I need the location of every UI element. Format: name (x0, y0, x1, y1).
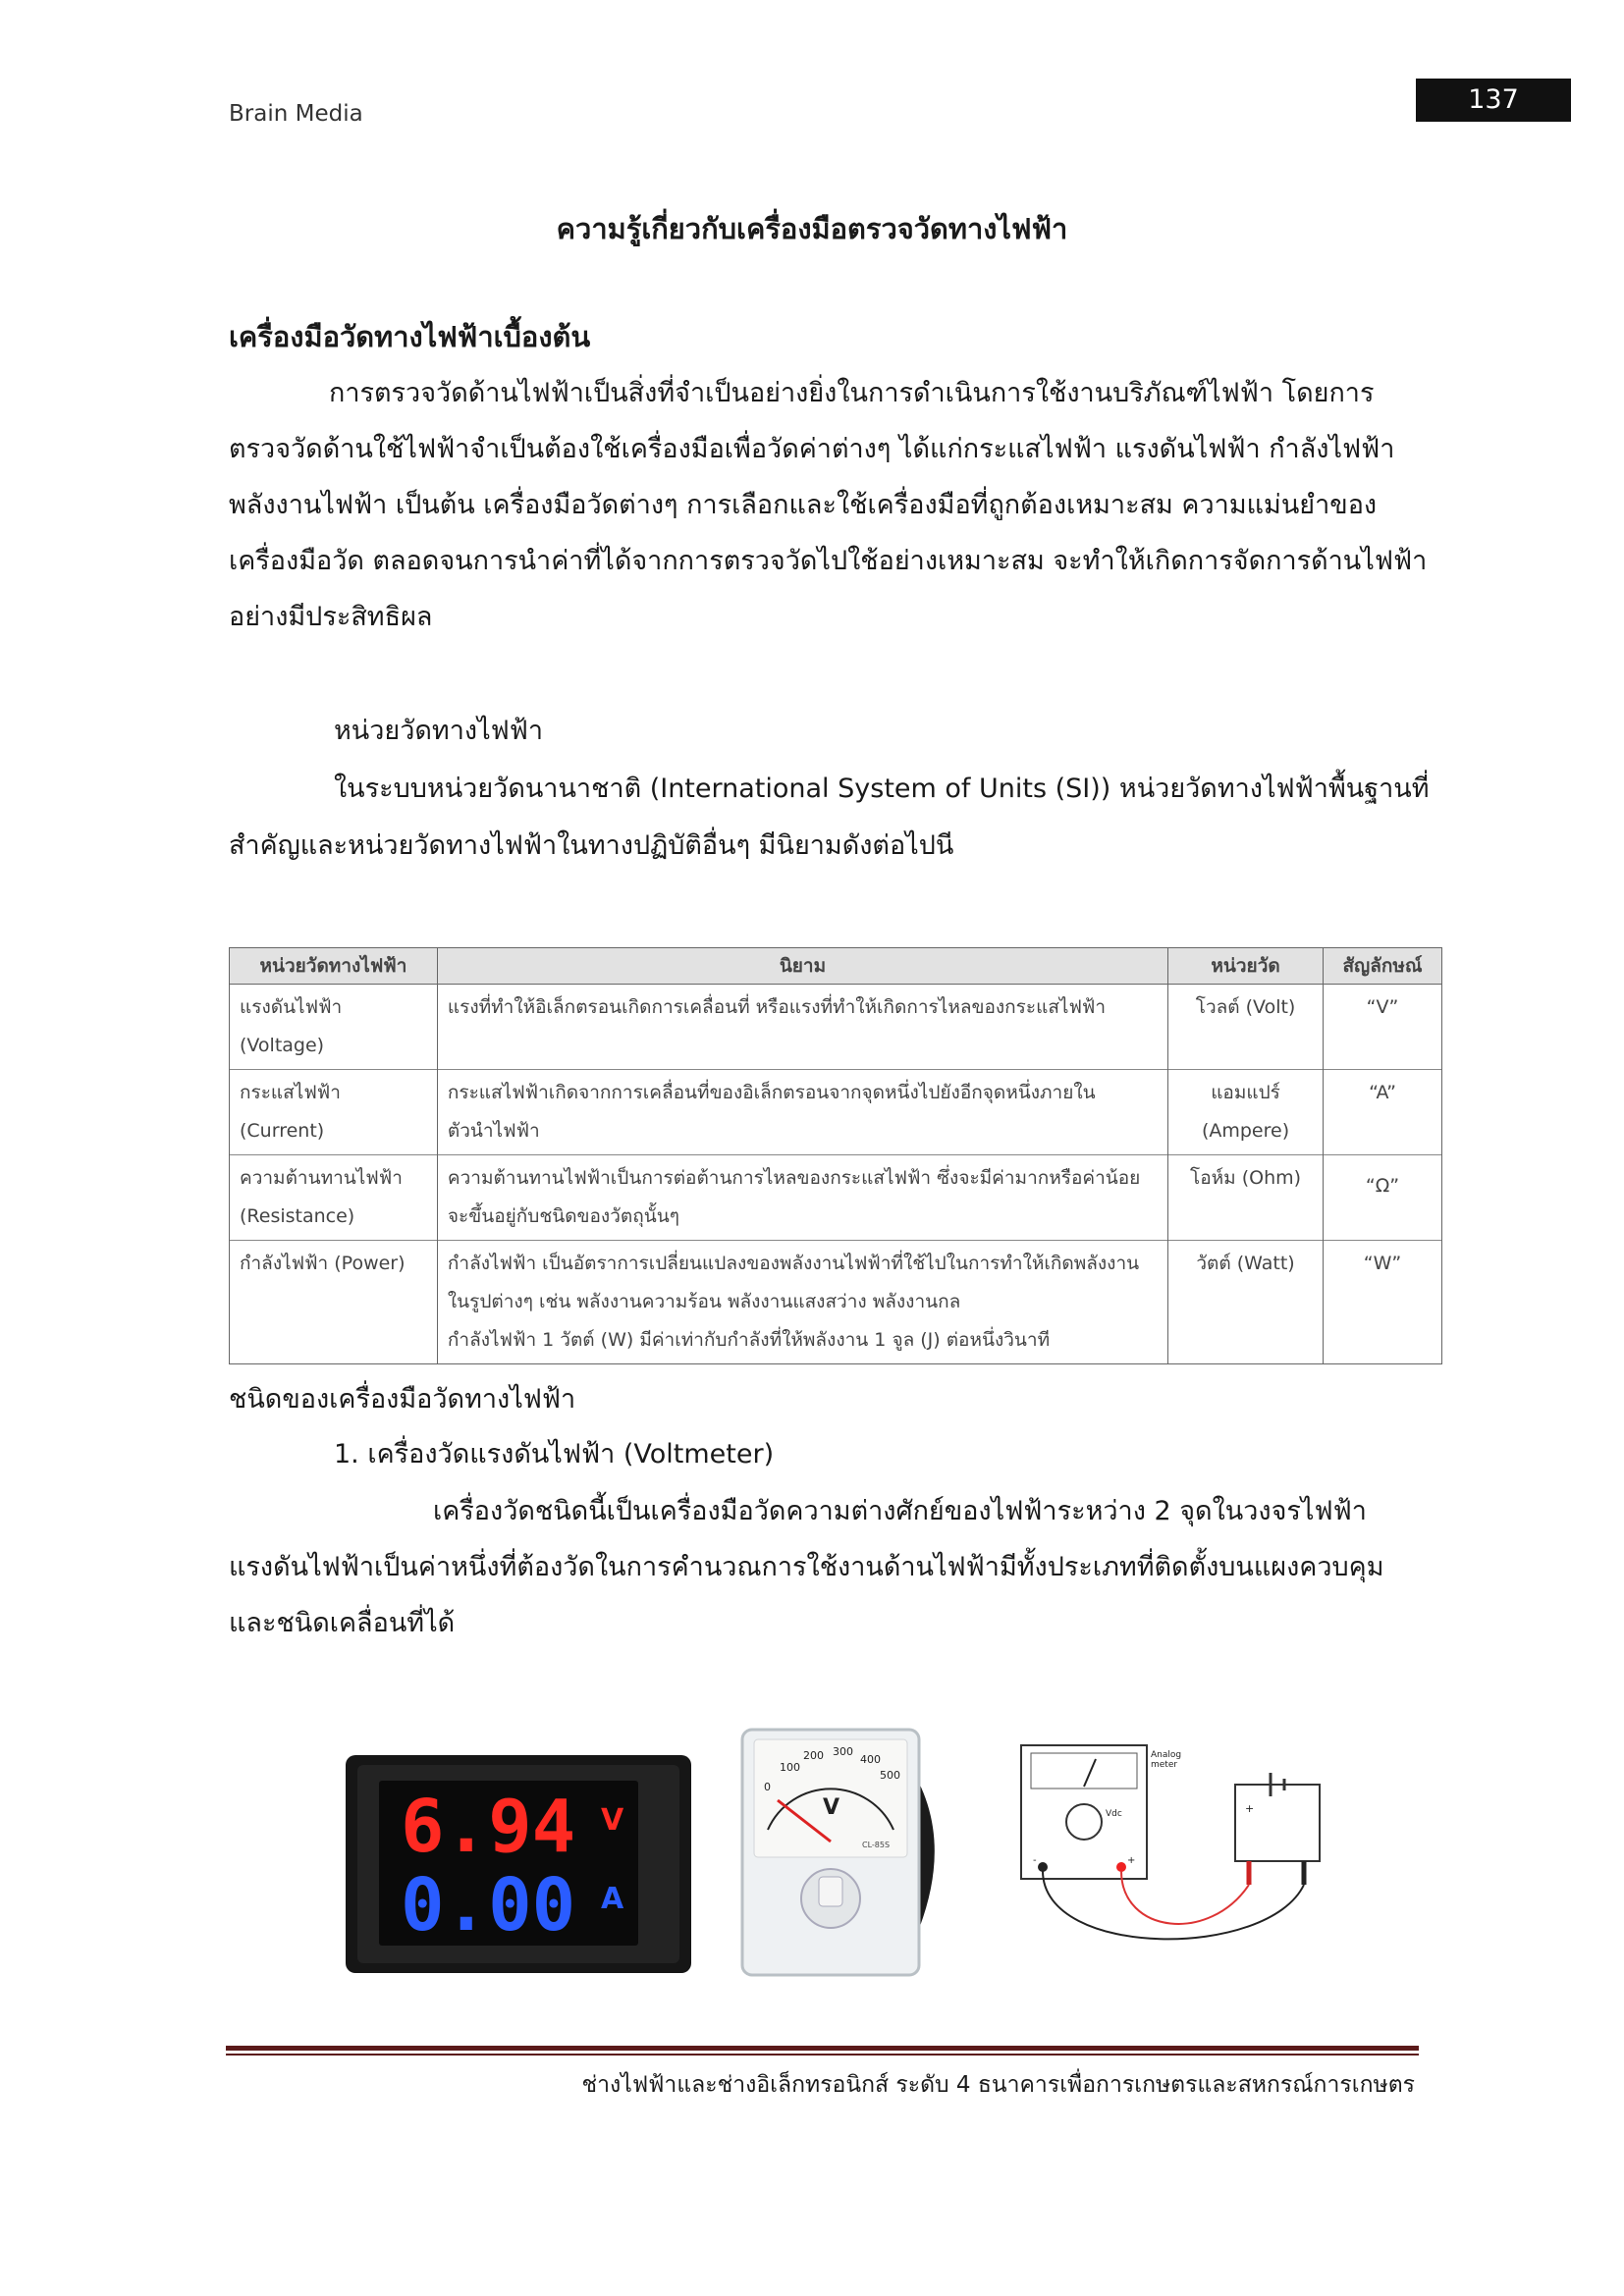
plus-label: + (1127, 1855, 1136, 1866)
paragraph-line: อย่างมีประสิทธิผล (229, 602, 433, 632)
amp-unit-label: A (601, 1882, 624, 1916)
paragraph-line: สำคัญและหน่วยวัดทางไฟฟ้าในทางปฏิบัติอื่นๆ มีนิยามดังต่อไปนี (229, 830, 954, 861)
scale-label: 500 (880, 1769, 900, 1782)
brand-name: Brain Media (229, 101, 363, 127)
definition-cell: แรงที่ทำให้อิเล็กตรอนเกิดการเคลื่อนที่ หรือแรงที่ทำให้เกิดการไหลของกระแสไฟฟ้า (437, 985, 1167, 1070)
table-row (230, 1155, 1442, 1241)
footer-divider (226, 2046, 1419, 2051)
range-label: Vdc (1106, 1809, 1122, 1819)
list-item-voltmeter: 1. เครื่องวัดแรงดันไฟฟ้า (Voltmeter) (334, 1439, 775, 1469)
quantity-cell: กำลังไฟฟ้า (Power) (230, 1241, 438, 1364)
section-heading-units: หน่วยวัดทางไฟฟ้า (334, 716, 544, 746)
quantity-cell: กระแสไฟฟ้า (Current) (230, 1070, 438, 1155)
unit-cell: โอห์ม (Ohm) (1168, 1155, 1324, 1241)
page-number: 137 (1416, 79, 1571, 122)
paragraph-line: แรงดันไฟฟ้าเป็นค่าหนึ่งที่ต้องวัดในการคำนวณการใช้งานด้านไฟฟ้ามีทั้งประเภทที่ติดตั้งบนแผงควบคุม (229, 1552, 1384, 1582)
volt-unit-label: V (601, 1803, 624, 1838)
column-header: สัญลักษณ์ (1324, 948, 1442, 985)
scale-label: 0 (764, 1781, 771, 1793)
paragraph-line: และชนิดเคลื่อนที่ได้ (229, 1608, 456, 1638)
page-footer: ช่างไฟฟ้าและช่างอิเล็กทรอนิกส์ ระดับ 4 ธนาคารเพื่อการเกษตรและสหกรณ์การเกษตร (581, 2072, 1415, 2098)
analog-panel-meter-image (734, 1722, 960, 1983)
section-heading-instrument-types: ชนิดของเครื่องมือวัดทางไฟฟ้า (229, 1384, 576, 1415)
paragraph-line: ตรวจวัดด้านใช้ไฟฟ้าจำเป็นต้องใช้เครื่องมือเพื่อวัดค่าต่างๆ ได้แก่กระแสไฟฟ้า แรงดันไฟฟ้า กำลังไฟฟ้า (229, 434, 1395, 464)
paragraph-line: เครื่องมือวัด ตลอดจนการนำค่าที่ได้จากการตรวจวัดไปใช้อย่างเหมาะสม จะทำให้เกิดการจัดการด้านไฟฟ้า (229, 546, 1428, 576)
current-reading: 0.00 (401, 1863, 576, 1948)
voltage-reading: 6.94 (401, 1785, 576, 1869)
column-header: หน่วยวัด (1168, 948, 1324, 985)
footer-divider-thin (226, 2054, 1419, 2056)
unit-cell: แอมแปร์ (Ampere) (1168, 1070, 1324, 1155)
paragraph-line: พลังงานไฟฟ้า เป็นต้น เครื่องมือวัดต่างๆ การเลือกและใช้เครื่องมือที่ถูกต้องเหมาะสม ความแม่นยำของ (229, 490, 1378, 520)
symbol-cell: “W” (1324, 1241, 1442, 1364)
paragraph-line: เครื่องวัดชนิดนี้เป็นเครื่องมือวัดความต่างศักย์ของไฟฟ้าระหว่าง 2 จุดในวงจรไฟฟ้า (433, 1496, 1367, 1526)
column-header: นิยาม (437, 948, 1167, 985)
table-row (230, 985, 1442, 1070)
section-heading-basic-instruments: เครื่องมือวัดทางไฟฟ้าเบื้องต้น (229, 320, 591, 353)
unit-cell: วัตต์ (Watt) (1168, 1241, 1324, 1364)
table-row (230, 1241, 1442, 1364)
meter-unit-label: V (823, 1795, 840, 1820)
voltmeter-circuit-diagram (1013, 1737, 1329, 1959)
table-header-row (230, 948, 1442, 985)
table-row (230, 1070, 1442, 1155)
svg-text:+: + (1245, 1802, 1255, 1815)
column-header: หน่วยวัดทางไฟฟ้า (230, 948, 438, 985)
units-table (229, 947, 1442, 1364)
paragraph-line: ในระบบหน่วยวัดนานาชาติ (International System of Units (SI)) หน่วยวัดทางไฟฟ้าพื้นฐานที่ (334, 774, 1430, 804)
quantity-cell: ความต้านทานไฟฟ้า (Resistance) (230, 1155, 438, 1241)
minus-label: - (1033, 1855, 1037, 1866)
scale-label: 200 (803, 1749, 824, 1762)
meter-model-label: CL-85S (862, 1841, 891, 1849)
scale-label: 100 (780, 1761, 800, 1774)
paragraph-line: การตรวจวัดด้านไฟฟ้าเป็นสิ่งที่จำเป็นอย่างยิ่งในการดำเนินการใช้งานบริภัณฑ์ไฟฟ้า โดยการ (329, 378, 1375, 408)
page-title: ความรู้เกี่ยวกับเครื่องมือตรวจวัดทางไฟฟ้า (556, 212, 1068, 245)
symbol-cell: “Ω” (1324, 1155, 1442, 1241)
definition-cell: ความต้านทานไฟฟ้าเป็นการต่อต้านการไหลของกระแสไฟฟ้า ซึ่งจะมีค่ามากหรือค่าน้อย จะขึ้นอยู่กับชนิดของวัตถุนั้นๆ (437, 1155, 1167, 1241)
definition-cell: กำลังไฟฟ้า เป็นอัตราการเปลี่ยนแปลงของพลังงานไฟฟ้าที่ใช้ไปในการทำให้เกิดพลังงาน ในรูปต่างๆ เช่น พลังงานความร้อน พลังงานแสงสว่าง พลังงานกล กำลังไฟฟ้า 1 วัตต์ (W) มีค่าเท่ากับกำลังที่ให้พลังงาน 1 จูล (J) ต่อหนึ่งวินาที (437, 1241, 1167, 1364)
scale-label: 400 (860, 1753, 881, 1766)
scale-label: 300 (833, 1745, 853, 1758)
meter-label: Analog meter (1151, 1750, 1182, 1770)
digital-voltmeter-image (346, 1755, 691, 1973)
unit-cell: โวลต์ (Volt) (1168, 985, 1324, 1070)
symbol-cell: “A” (1324, 1070, 1442, 1155)
definition-cell: กระแสไฟฟ้าเกิดจากการเคลื่อนที่ของอิเล็กตรอนจากจุดหนึ่งไปยังอีกจุดหนึ่งภายใน ตัวนำไฟฟ้า (437, 1070, 1167, 1155)
symbol-cell: “V” (1324, 985, 1442, 1070)
quantity-cell: แรงดันไฟฟ้า (Voltage) (230, 985, 438, 1070)
